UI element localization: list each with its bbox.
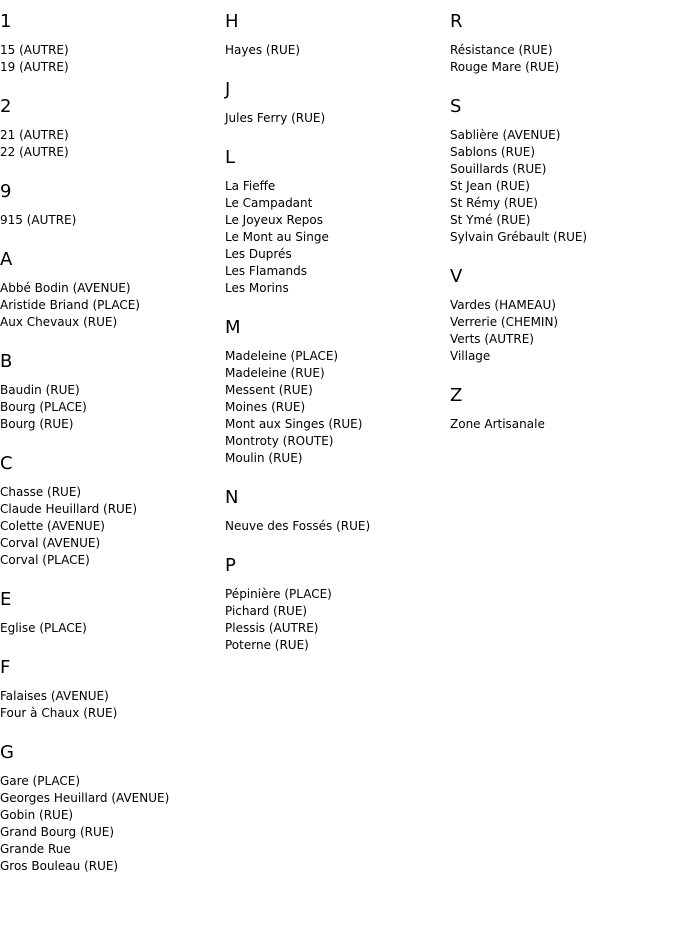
letter-heading: L (225, 147, 236, 168)
street-entry: Verrerie (CHEMIN) (450, 315, 559, 329)
street-entry: La Fieffe (225, 179, 276, 193)
street-list (450, 127, 670, 246)
street-entry: Corval (AVENUE) (0, 536, 101, 550)
street-entry: 22 (AUTRE) (0, 145, 69, 159)
letter-group (0, 590, 220, 637)
letter-group (225, 80, 445, 127)
letter-heading: E (0, 589, 12, 610)
street-entry: Gobin (RUE) (0, 808, 74, 822)
letter-heading: C (0, 453, 13, 474)
street-entry: Sablière (AVENUE) (450, 128, 561, 142)
street-entry: Pépinière (PLACE) (225, 587, 332, 601)
letter-group (225, 318, 445, 467)
street-entry: Baudin (RUE) (0, 383, 80, 397)
letter-group (225, 556, 445, 654)
street-entry: St Jean (RUE) (450, 179, 530, 193)
street-entry: Les Flamands (225, 264, 308, 278)
street-entry: Corval (PLACE) (0, 553, 90, 567)
street-entry: St Ymé (RUE) (450, 213, 531, 227)
letter-heading: 9 (0, 181, 12, 202)
street-entry: Gros Bouleau (RUE) (0, 859, 119, 873)
street-entry: Abbé Bodin (AVENUE) (0, 281, 131, 295)
letter-heading: Z (450, 385, 463, 406)
street-list (450, 42, 670, 76)
street-entry: Poterne (RUE) (225, 638, 309, 652)
letter-group (0, 97, 220, 161)
street-list (225, 586, 445, 654)
street-entry: Colette (AVENUE) (0, 519, 105, 533)
street-entry: Messent (RUE) (225, 383, 313, 397)
street-list (0, 484, 220, 569)
letter-heading: A (0, 249, 13, 270)
street-entry: Madeleine (RUE) (225, 366, 325, 380)
letter-group (225, 148, 445, 297)
letter-group (450, 12, 670, 76)
street-entry: Montroty (ROUTE) (225, 434, 334, 448)
letter-group (0, 352, 220, 433)
street-entry: Mont aux Singes (RUE) (225, 417, 363, 431)
letter-heading: J (225, 79, 231, 100)
letter-group (225, 488, 445, 535)
letter-heading: R (450, 11, 463, 32)
letter-group (450, 386, 670, 433)
street-entry: Verts (AUTRE) (450, 332, 534, 346)
street-list (225, 42, 445, 59)
letter-heading: N (225, 487, 239, 508)
street-entry: Sylvain Grébault (RUE) (450, 230, 588, 244)
street-entry: Le Mont au Singe (225, 230, 329, 244)
street-list (0, 382, 220, 433)
street-entry: Les Morins (225, 281, 289, 295)
street-entry: Sablons (RUE) (450, 145, 536, 159)
street-list (225, 348, 445, 467)
street-list (450, 297, 670, 365)
street-entry: Pichard (RUE) (225, 604, 308, 618)
street-list (450, 416, 670, 433)
street-entry: Eglise (PLACE) (0, 621, 87, 635)
street-entry: Les Duprés (225, 247, 292, 261)
street-entry: 915 (AUTRE) (0, 213, 77, 227)
street-entry: Village (450, 349, 491, 363)
street-list (0, 620, 220, 637)
letter-heading: P (225, 555, 236, 576)
street-entry: 21 (AUTRE) (0, 128, 69, 142)
street-entry: Hayes (RUE) (225, 43, 300, 57)
street-list (0, 42, 220, 76)
street-entry: Le Campadant (225, 196, 313, 210)
letter-group (450, 97, 670, 246)
street-entry: Rouge Mare (RUE) (450, 60, 560, 74)
street-list (0, 773, 220, 875)
street-entry: Grande Rue (0, 842, 71, 856)
street-list (225, 518, 445, 535)
street-entry: St Rémy (RUE) (450, 196, 538, 210)
letter-group (450, 267, 670, 365)
street-entry: Aristide Briand (PLACE) (0, 298, 140, 312)
street-entry: 15 (AUTRE) (0, 43, 69, 57)
letter-heading: 1 (0, 11, 12, 32)
index-column-2 (225, 12, 445, 675)
street-list (225, 178, 445, 297)
street-entry: Grand Bourg (RUE) (0, 825, 115, 839)
street-list (0, 688, 220, 722)
letter-group (225, 12, 445, 59)
letter-heading: 2 (0, 96, 12, 117)
letter-group (0, 454, 220, 569)
letter-group (0, 12, 220, 76)
street-entry: Le Joyeux Repos (225, 213, 323, 227)
street-entry: Bourg (PLACE) (0, 400, 87, 414)
street-entry: Jules Ferry (RUE) (225, 111, 326, 125)
street-entry: Falaises (AVENUE) (0, 689, 109, 703)
letter-heading: V (450, 266, 463, 287)
letter-group (0, 182, 220, 229)
letter-heading: F (0, 657, 11, 678)
street-entry: Chasse (RUE) (0, 485, 82, 499)
letter-heading: B (0, 351, 13, 372)
street-list (0, 280, 220, 331)
street-entry: Souillards (RUE) (450, 162, 547, 176)
letter-group (0, 743, 220, 875)
letter-group (0, 250, 220, 331)
street-entry: Moines (RUE) (225, 400, 306, 414)
letter-heading: H (225, 11, 239, 32)
street-entry: Résistance (RUE) (450, 43, 553, 57)
street-entry: Plessis (AUTRE) (225, 621, 319, 635)
street-entry: 19 (AUTRE) (0, 60, 69, 74)
street-list (0, 212, 220, 229)
street-entry: Zone Artisanale (450, 417, 545, 431)
street-entry: Claude Heuillard (RUE) (0, 502, 138, 516)
street-list (225, 110, 445, 127)
letter-heading: S (450, 96, 462, 117)
letter-group (0, 658, 220, 722)
street-entry: Gare (PLACE) (0, 774, 81, 788)
street-entry: Neuve des Fossés (RUE) (225, 519, 371, 533)
letter-heading: M (225, 317, 241, 338)
street-entry: Georges Heuillard (AVENUE) (0, 791, 170, 805)
letter-heading: G (0, 742, 14, 763)
street-entry: Four à Chaux (RUE) (0, 706, 118, 720)
street-list (0, 127, 220, 161)
street-entry: Moulin (RUE) (225, 451, 303, 465)
street-entry: Madeleine (PLACE) (225, 349, 339, 363)
street-entry: Vardes (HAMEAU) (450, 298, 556, 312)
index-column-1 (0, 12, 220, 896)
street-entry: Bourg (RUE) (0, 417, 74, 431)
index-column-3 (450, 12, 670, 454)
street-entry: Aux Chevaux (RUE) (0, 315, 118, 329)
